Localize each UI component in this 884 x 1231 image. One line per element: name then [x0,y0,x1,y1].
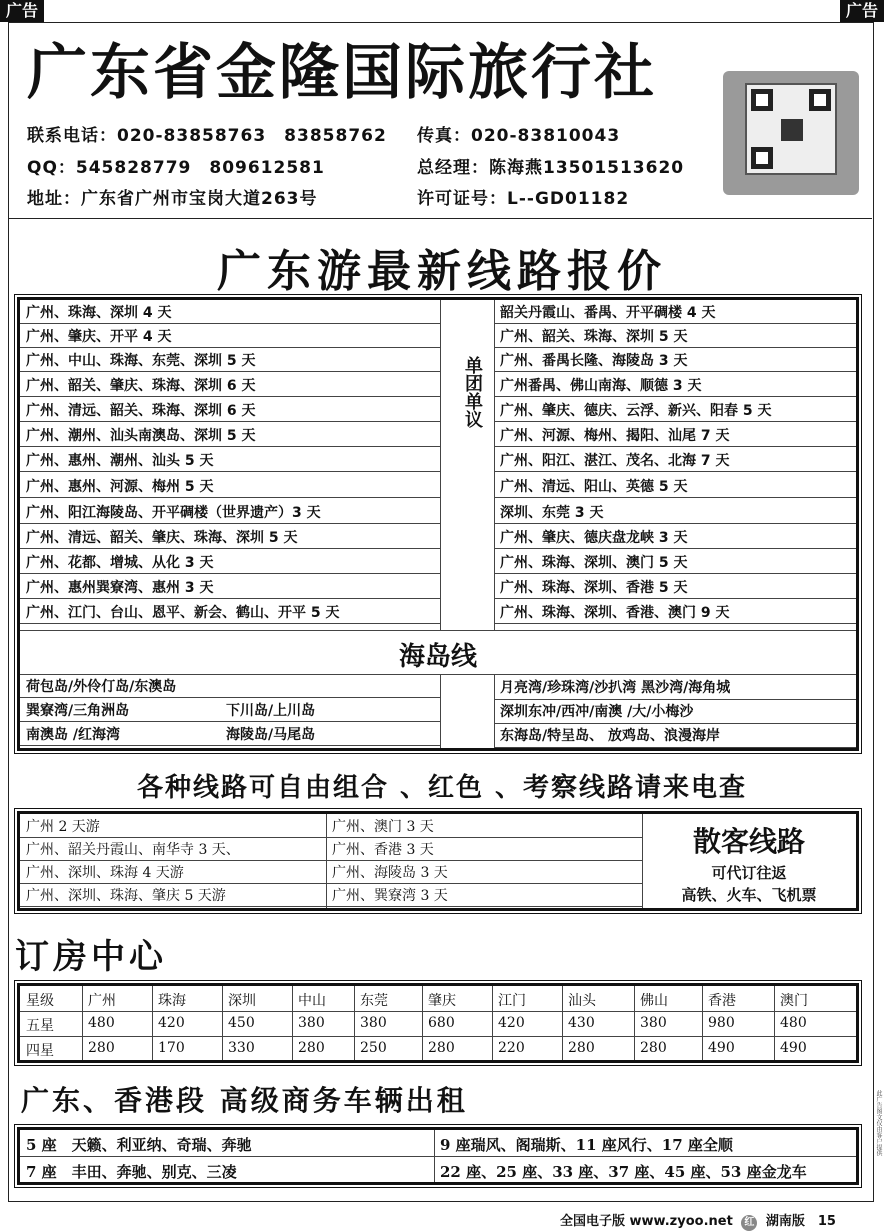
route-item: 广州、韶关、肇庆、珠海、深圳 6 天 [20,375,440,397]
footer-edition: 湖南版 15 [765,1214,836,1229]
route-item: 广州番禺、佛山南海、顺德 3 天 [494,375,856,397]
hotel-cell: 280 [88,1040,115,1056]
route-item: 广州、清远、阳山、英德 5 天 [494,476,856,498]
sanke-item: 广州 2 天游 [20,816,326,838]
sanke-item: 广州、深圳、珠海 4 天游 [20,862,326,884]
route-item: 广州、肇庆、德庆盘龙峡 3 天 [494,527,856,549]
car-row: 7 座 丰田、奔驰、别克、三凌 [26,1163,237,1181]
hotel-header-cell: 佛山 [640,993,668,1009]
single-group-label: 单团单议 [462,356,483,428]
route-item: 广州、阳江海陵岛、开平碉楼（世界遗产）3 天 [20,502,440,524]
side-note: 此广告图文仅由客户提供 [875,1090,882,1156]
hotel-cell: 170 [158,1040,185,1056]
sanke-item: 广州、香港 3 天 [326,839,642,861]
route-item: 广州、惠州、河源、梅州 5 天 [20,476,440,498]
hotel-cell: 490 [708,1040,735,1056]
sanke-sub: 可代订往返 [711,864,787,882]
combo-note: 各种线路可自由组合 、红色 、考察线路请来电查 [136,773,748,803]
hotel-cell: 280 [568,1040,595,1056]
phone: 联系电话：020-83858763 83858762 [27,126,387,146]
ad-frame [8,22,874,1202]
island-item: 深圳东冲/西冲/南澳 /大/小梅沙 [494,700,856,724]
hotel-header-cell: 广州 [88,993,116,1009]
qr-code [723,71,859,195]
sanke-item: 广州、海陵岛 3 天 [326,862,642,884]
route-item: 广州、惠州、潮州、汕头 5 天 [20,450,440,472]
hotel-cell: 430 [568,1015,595,1031]
hotel-cell: 380 [640,1015,667,1031]
footer [560,1210,836,1231]
manager: 总经理：陈海燕13501513620 [417,158,685,178]
hotel-cell: 220 [498,1040,525,1056]
hotel-cell: 380 [360,1015,387,1031]
hotel-cell: 330 [228,1040,255,1056]
hotel-cell: 420 [498,1015,525,1031]
hotel-cell: 380 [298,1015,325,1031]
hotel-header-cell: 深圳 [228,993,256,1009]
agency-name: 广东省金隆国际旅行社 [27,38,657,108]
route-item: 广州、肇庆、德庆、云浮、新兴、阳春 5 天 [494,400,856,422]
hotel-cell: 280 [428,1040,455,1056]
hotel-cell: 250 [360,1040,387,1056]
section-title: 广东游最新线路报价 [217,246,667,297]
route-item: 广州、珠海、深圳 4 天 [20,302,440,324]
island-item: 巽寮湾/三角洲岛 下川岛/上川岛 [20,700,440,722]
hotel-header-cell: 东莞 [360,993,388,1009]
sanke-item: 广州、韶关丹霞山、南华寺 3 天、 [20,839,326,861]
route-item: 广州、番禺长隆、海陵岛 3 天 [494,350,856,372]
route-item: 广州、花都、增城、从化 3 天 [20,552,440,574]
route-item: 韶关丹霞山、番禺、开平碉楼 4 天 [494,302,856,324]
routes-table [17,297,859,751]
license: 许可证号：L--GD01182 [417,189,630,209]
route-item: 广州、河源、梅州、揭阳、汕尾 7 天 [494,425,856,447]
hotel-cell: 280 [640,1040,667,1056]
island-item: 荷包岛/外伶仃岛/东澳岛 [20,676,440,698]
hotel-header-cell: 中山 [298,993,326,1009]
hotel-header-cell: 汕头 [568,993,596,1009]
car-row: 5 座 天籁、利亚纳、奇瑞、奔驰 [26,1136,252,1154]
qq: QQ：545828779 809612581 [27,158,325,178]
hotel-header-cell: 肇庆 [428,993,456,1009]
hotel-table [17,983,859,1063]
route-item: 广州、韶关、珠海、深圳 5 天 [494,326,856,348]
car-row: 22 座、25 座、33 座、37 座、45 座、53 座金龙车 [440,1163,807,1181]
route-item: 深圳、东莞 3 天 [494,502,856,524]
footer-text: 全国电子版 www.zyoo.net [560,1214,733,1229]
route-item: 广州、惠州巽寮湾、惠州 3 天 [20,577,440,599]
island-item: 南澳岛 /红海湾 海陵岛/马尾岛 [20,724,440,746]
hotel-cell: 四星 [26,1043,54,1059]
hotel-cell: 480 [780,1015,807,1031]
ad-label-right: 广告 [840,0,884,22]
route-item: 广州、中山、珠海、东莞、深圳 5 天 [20,350,440,372]
route-item: 广州、肇庆、开平 4 天 [20,326,440,348]
hotel-cell: 490 [780,1040,807,1056]
route-item: 广州、清远、韶关、珠海、深圳 6 天 [20,400,440,422]
ad-label-left: 广告 [0,0,44,22]
fax: 传真：020-83810043 [417,126,621,146]
island-item: 月亮湾/珍珠湾/沙扒湾 黑沙湾/海角城 [494,676,856,700]
hotel-cell: 680 [428,1015,455,1031]
route-item: 广州、阳江、湛江、茂名、北海 7 天 [494,450,856,472]
island-title: 海岛线 [398,642,477,672]
hotel-header-cell: 星级 [26,993,54,1009]
route-item: 广州、江门、台山、恩平、新会、鹤山、开平 5 天 [20,602,440,624]
hotel-header-cell: 香港 [708,993,736,1009]
hotel-cell: 420 [158,1015,185,1031]
route-item: 广州、潮州、汕头南澳岛、深圳 5 天 [20,425,440,447]
agency-header [9,23,872,219]
footer-mark: 红 [741,1215,757,1231]
car-table [17,1127,859,1185]
sanke-tickets: 高铁、火车、飞机票 [681,886,817,904]
hotel-cell: 五星 [26,1018,54,1034]
sanke-item: 广州、澳门 3 天 [326,816,642,838]
hotel-cell: 980 [708,1015,735,1031]
sanke-item: 广州、巽寮湾 3 天 [326,885,642,907]
hotel-cell: 450 [228,1015,255,1031]
route-item: 广州、清远、韶关、肇庆、珠海、深圳 5 天 [20,527,440,549]
route-item: 广州、珠海、深圳、香港、澳门 9 天 [494,602,856,624]
sanke-title: 散客线路 [692,825,805,858]
car-row: 9 座瑞风、阁瑞斯、11 座风行、17 座全顺 [440,1136,733,1154]
island-item: 东海岛/特呈岛、 放鸡岛、浪漫海岸 [494,724,856,748]
address: 地址：广东省广州市宝岗大道263号 [27,189,318,209]
hotel-header-cell: 江门 [498,993,526,1009]
hotel-header-cell: 澳门 [780,993,808,1009]
car-title: 广东、香港段 高级商务车辆出租 [21,1084,468,1117]
hotel-cell: 280 [298,1040,325,1056]
hotel-title: 订房中心 [15,937,167,977]
hotel-cell: 480 [88,1015,115,1031]
hotel-header-cell: 珠海 [158,993,186,1009]
sanke-item: 广州、深圳、珠海、肇庆 5 天游 [20,885,326,907]
route-item: 广州、珠海、深圳、澳门 5 天 [494,552,856,574]
route-item: 广州、珠海、深圳、香港 5 天 [494,577,856,599]
sanke-table [17,811,859,911]
